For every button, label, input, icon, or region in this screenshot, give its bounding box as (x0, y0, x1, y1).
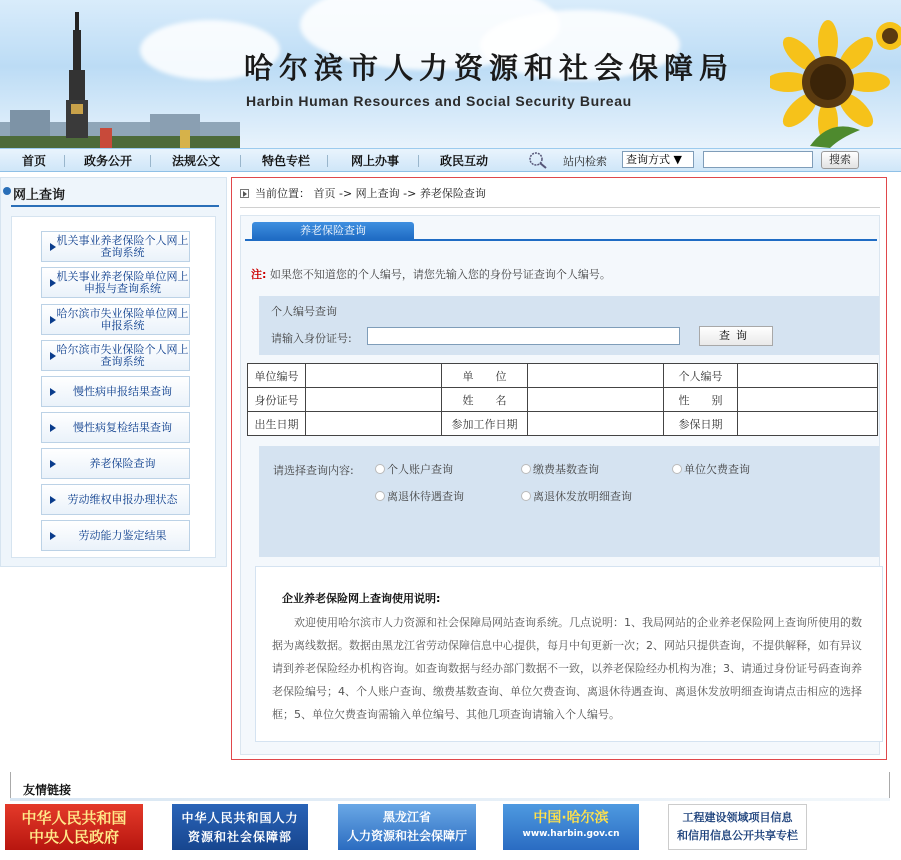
arrow-right-icon (50, 460, 56, 468)
radio-label: 个人账户查询 (387, 463, 453, 476)
table-cell: 单 位 (442, 364, 528, 388)
logo-text: 黑龙江省 (382, 810, 431, 824)
nav-interaction[interactable]: 政民互动 (440, 154, 489, 168)
logo-text: 人力资源和社会保障厅 (346, 829, 467, 843)
nav-government-affairs[interactable]: 政务公开 (84, 154, 133, 168)
table-cell: 身份证号 (248, 388, 306, 412)
bullet-icon (3, 187, 11, 195)
sidebar-item-label: 慢性病复检结果查询 (73, 421, 172, 434)
radio-personal-account[interactable] (375, 461, 453, 477)
sidebar-item-unemployment-personal[interactable] (41, 340, 190, 371)
arrow-right-icon (50, 243, 56, 251)
sidebar-item-label: 慢性病申报结果查询 (73, 385, 172, 398)
radio-label: 离退休发放明细查询 (533, 490, 632, 503)
sidebar-item-pension-query[interactable] (41, 448, 190, 479)
sidebar-item-label: 哈尔滨市失业保险个人网上查询系统 (56, 343, 189, 368)
table-row (248, 412, 878, 436)
sidebar-item-institution-pension-personal[interactable] (41, 231, 190, 262)
monument-tower-image (62, 12, 92, 138)
logo-text: 中国·哈尔滨 (533, 810, 609, 826)
sidebar-menu (11, 216, 216, 558)
header-banner (0, 0, 901, 148)
logo-text: 和信用信息公开共享专栏 (677, 829, 798, 842)
notice-body: 如果您不知道您的个人编号，请您先输入您的身份号证查询个人编号。 (266, 268, 611, 281)
table-cell (528, 364, 664, 388)
query-options-box (259, 446, 879, 557)
table-cell: 参保日期 (664, 412, 738, 436)
table-cell (528, 412, 664, 436)
logo-text: www.harbin.gov.cn (522, 829, 620, 839)
id-number-label: 请输入身份证号: (271, 332, 352, 345)
radio-icon (521, 491, 531, 501)
table-row (248, 388, 878, 412)
friend-links-title: 友情链接 (23, 783, 72, 797)
main-nav (0, 148, 901, 172)
sidebar-item-label: 机关事业养老保险单位网上申报与查询系统 (56, 270, 189, 295)
nav-separator (64, 155, 65, 167)
main-content (231, 177, 887, 760)
table-cell (528, 388, 664, 412)
instructions-title: 企业养老保险网上查询使用说明: (282, 592, 441, 605)
link-heilongjiang-hrss[interactable] (338, 804, 476, 850)
nav-featured-column[interactable]: 特色专栏 (262, 154, 311, 168)
radio-unit-arrears[interactable] (672, 461, 750, 477)
search-input[interactable] (703, 151, 813, 168)
table-cell: 姓 名 (442, 388, 528, 412)
radio-icon (672, 464, 682, 474)
arrow-right-icon (50, 532, 56, 540)
query-panel (240, 215, 880, 755)
table-cell (738, 412, 878, 436)
search-mode-select[interactable]: 查询方式 ▼ (622, 151, 694, 168)
table-row (248, 364, 878, 388)
id-query-title: 个人编号查询 (271, 305, 337, 318)
nav-online-services[interactable]: 网上办事 (351, 154, 400, 168)
site-title-en: Harbin Human Resources and Social Security Bureau (246, 93, 632, 109)
radio-icon (521, 464, 531, 474)
table-cell: 出生日期 (248, 412, 306, 436)
id-number-input[interactable] (367, 327, 680, 345)
arrow-right-icon (50, 424, 56, 432)
radio-icon (375, 491, 385, 501)
table-cell: 单位编号 (248, 364, 306, 388)
nav-separator (418, 155, 419, 167)
radio-retirement-benefits[interactable] (375, 488, 464, 504)
personal-info-table (247, 363, 878, 436)
sidebar-item-chronic-disease-recheck[interactable] (41, 412, 190, 443)
table-cell (306, 364, 442, 388)
notice-text (251, 266, 611, 282)
sidebar-item-labor-rights[interactable] (41, 484, 190, 515)
sidebar-title-underline (11, 205, 219, 207)
radio-retirement-payment-details[interactable] (521, 488, 632, 504)
arrow-right-icon (50, 352, 56, 360)
tab-underline (245, 239, 877, 241)
table-cell (306, 388, 442, 412)
divider (240, 207, 880, 208)
breadcrumb-text: 当前位置： 首页 -> 网上查询 -> 养老保险查询 (255, 187, 486, 200)
sidebar-title: 网上查询 (13, 188, 66, 203)
arrow-right-icon (50, 388, 56, 396)
sidebar-item-label: 机关事业养老保险个人网上查询系统 (56, 234, 189, 259)
nav-separator (150, 155, 151, 167)
sidebar-item-label: 哈尔滨市失业保险单位网上申报系统 (56, 307, 189, 332)
sidebar-item-label: 劳动能力鉴定结果 (78, 529, 167, 542)
logo-text: 工程建设领域项目信息 (682, 811, 793, 824)
query-button[interactable]: 查询 (699, 326, 773, 346)
instructions-box (255, 566, 883, 742)
breadcrumb (240, 185, 486, 201)
link-harbin-gov[interactable] (503, 804, 639, 850)
arrow-right-icon (50, 316, 56, 324)
sidebar (0, 177, 227, 567)
link-central-government[interactable] (5, 804, 143, 850)
link-mohrss[interactable] (172, 804, 308, 850)
city-skyline-image (0, 96, 240, 148)
radio-label: 离退休待遇查询 (387, 490, 464, 503)
tab-pension-query[interactable]: 养老保险查询 (252, 222, 414, 239)
logo-text: 资源和社会保障部 (187, 830, 292, 844)
nav-separator (327, 155, 328, 167)
nav-regulations[interactable]: 法规公文 (172, 154, 221, 168)
breadcrumb-icon (240, 189, 249, 198)
id-query-box (259, 296, 879, 355)
arrow-right-icon (50, 279, 56, 287)
table-cell: 个人编号 (664, 364, 738, 388)
logo-text: 中华人民共和国人力 (181, 811, 299, 825)
sidebar-item-chronic-disease-result[interactable] (41, 376, 190, 407)
search-button[interactable]: 搜索 (821, 151, 859, 169)
table-cell (738, 364, 878, 388)
logo-text: 中央人民政府 (28, 828, 119, 846)
nav-home[interactable]: 首页 (22, 154, 47, 168)
notice-prefix: 注: (251, 268, 267, 281)
link-construction-credit[interactable] (668, 804, 807, 850)
search-label: 站内检索 (563, 155, 607, 168)
sidebar-item-unemployment-unit[interactable] (41, 304, 190, 335)
sidebar-item-label: 劳动维权申报办理状态 (67, 493, 178, 506)
friend-links-header (10, 772, 890, 800)
sidebar-item-institution-pension-unit[interactable] (41, 267, 190, 298)
sidebar-item-label: 养老保险查询 (89, 457, 156, 470)
divider (10, 798, 890, 801)
sunflower-image (770, 18, 901, 148)
instructions-body: 欢迎使用哈尔滨市人力资源和社会保障局网站查询系统。几点说明：1、我局网站的企业养老保险网上查询所使用的数据为离线数据。数据由黑龙江省劳动保障信息中心提供，每月中旬更新一次；2、网站只提供查询，不提供解释，如有异议请到养老保险经办机构咨询。如查询数据与经办部门数据不一致，以养老保险经办机构为准；3、请通过身份证号码查询养老保险编号；4、个人账户查询、缴费基数查询、单位欠费查询、离退休待遇查询、离退休发放明细查询请点击相应的选择框；5、单位欠费查询需输入单位编号、其他几项查询请输入个人编号。 (272, 616, 862, 721)
table-cell: 参加工作日期 (442, 412, 528, 436)
logo-text: 中华人民共和国 (21, 809, 127, 827)
site-search-icon (527, 151, 549, 169)
radio-contribution-base[interactable] (521, 461, 599, 477)
sidebar-item-work-ability[interactable] (41, 520, 190, 551)
arrow-right-icon (50, 496, 56, 504)
radio-label: 单位欠费查询 (684, 463, 750, 476)
table-cell (306, 412, 442, 436)
table-cell (738, 388, 878, 412)
radio-label: 缴费基数查询 (533, 463, 599, 476)
nav-separator (240, 155, 241, 167)
site-title-cn: 哈尔滨市人力资源和社会保障局 (244, 51, 735, 85)
query-options-label: 请选择查询内容: (273, 464, 354, 477)
radio-icon (375, 464, 385, 474)
table-cell: 性 别 (664, 388, 738, 412)
